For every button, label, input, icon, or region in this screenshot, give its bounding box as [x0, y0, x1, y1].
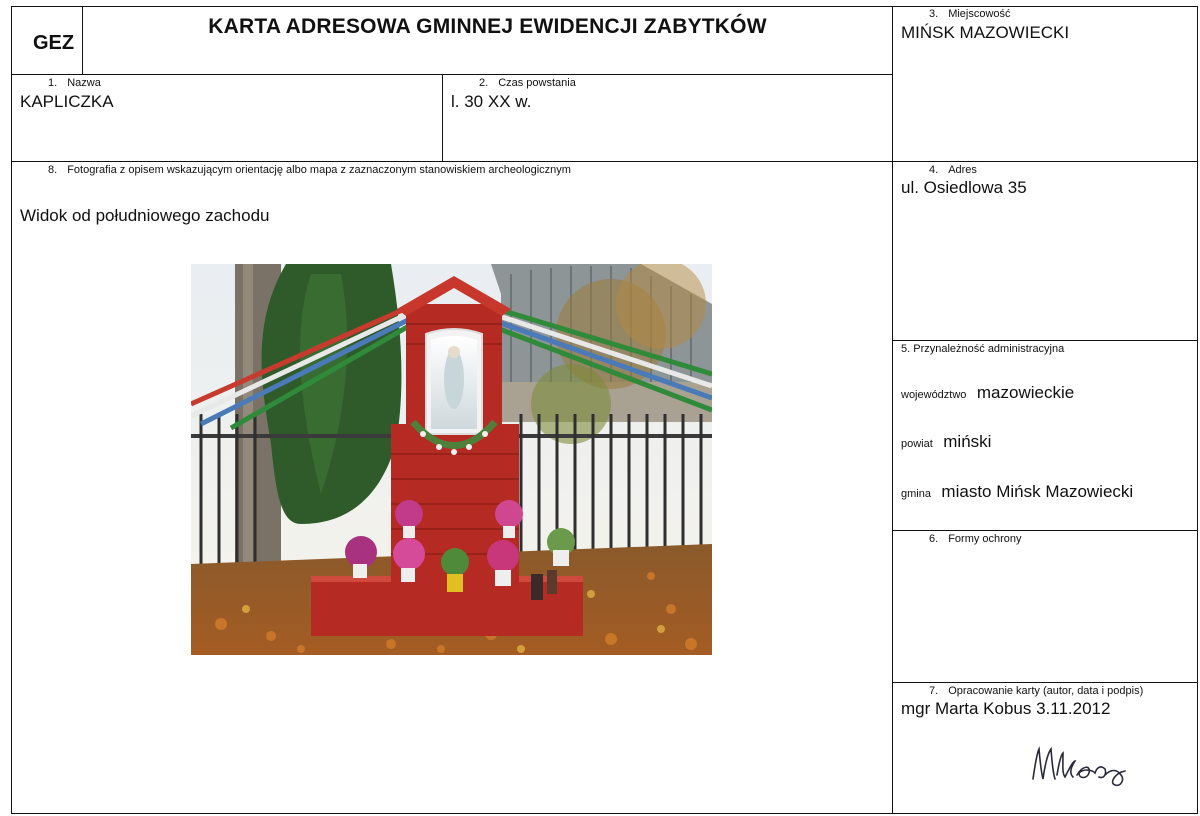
admin-voivodeship-value: mazowieckie — [976, 383, 1075, 402]
gez-code-cell — [11, 6, 83, 75]
field-protection-label: 6. Formy ochrony — [929, 533, 1022, 545]
field-administrative — [892, 340, 1198, 531]
field-locality-label: 3. Miejscowość — [929, 8, 1011, 20]
field-address-value: ul. Osiedlowa 35 — [901, 178, 1027, 197]
field-date-value: l. 30 XX w. — [451, 92, 532, 111]
field-date — [442, 74, 893, 162]
field-protection — [892, 530, 1198, 683]
field-address-label: 4. Adres — [929, 164, 977, 176]
field-address — [892, 161, 1198, 341]
admin-row-county — [901, 432, 991, 452]
gez-code: GEZ — [33, 32, 75, 54]
field-name-label: 1. Nazwa — [48, 77, 101, 89]
admin-row-voivodeship — [901, 383, 1074, 403]
field-administrative-label: 5. Przynależność administracyjna — [901, 343, 1065, 355]
admin-voivodeship-label: województwo — [901, 389, 967, 401]
field-author-value: mgr Marta Kobus 3.11.2012 — [901, 699, 1111, 718]
title-cell — [82, 6, 893, 75]
field-name-value: KAPLICZKA — [20, 92, 114, 111]
field-photo-label: 8. Fotografia z opisem wskazującym orientację albo mapa z zaznaczonym stanowiskiem archeologicznym — [48, 164, 571, 176]
admin-county-label: powiat — [901, 438, 933, 450]
field-author-label: 7. Opracowanie karty (autor, data i podpis) — [929, 685, 1144, 697]
admin-county-value: miński — [943, 432, 992, 451]
admin-row-municipality — [901, 482, 1133, 502]
chapel-photo — [191, 264, 712, 655]
field-locality-value: MIŃSK MAZOWIECKI — [901, 23, 1070, 42]
signature — [1025, 735, 1135, 795]
admin-municipality-label: gmina — [901, 488, 931, 500]
photo-caption: Widok od południowego zachodu — [20, 206, 270, 225]
field-name — [11, 74, 443, 162]
field-author — [892, 682, 1198, 814]
admin-municipality-value: miasto Mińsk Mazowiecki — [941, 482, 1134, 501]
field-date-label: 2. Czas powstania — [479, 77, 576, 89]
page-title: KARTA ADRESOWA GMINNEJ EWIDENCJI ZABYTKÓW — [208, 15, 767, 38]
field-locality — [892, 6, 1198, 162]
